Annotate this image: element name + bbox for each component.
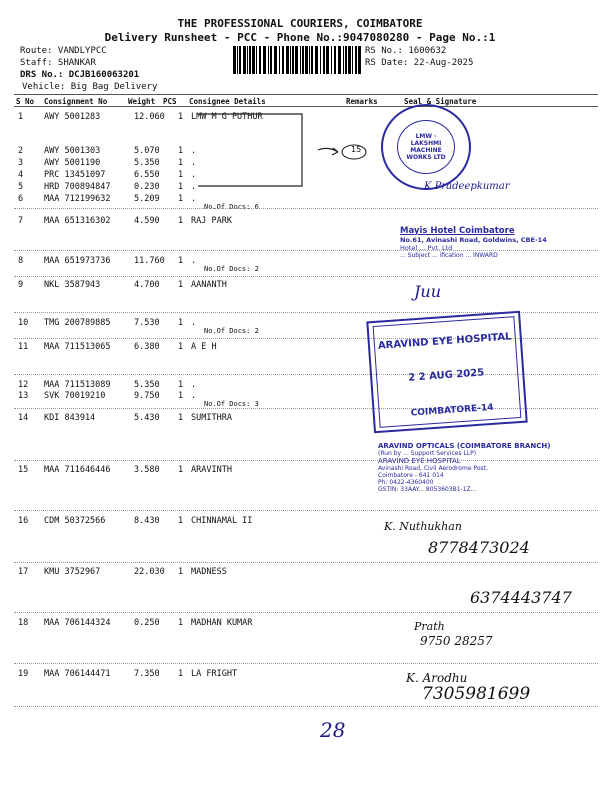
row-pcs: 1 xyxy=(178,182,184,192)
barcode-bar xyxy=(270,46,272,74)
barcode-bar xyxy=(315,46,318,74)
optical-line3: Coimbatore - 641 014 xyxy=(378,472,444,479)
barcode-bar xyxy=(345,46,347,74)
row-weight: 0.250 xyxy=(134,618,160,628)
row-consignment: MAA 706144471 xyxy=(44,669,111,679)
row-consignment: KMU 3752967 xyxy=(44,567,101,577)
row-pcs: 1 xyxy=(178,413,184,423)
rs-number: RS No.: 1600632 xyxy=(365,46,447,56)
row-weight: 7.350 xyxy=(134,669,160,679)
barcode-bar xyxy=(326,46,329,74)
row-pcs: 1 xyxy=(178,669,184,679)
row-separator xyxy=(14,612,598,613)
barcode-bar xyxy=(279,46,280,74)
aravind-stamp-city: COIMBATORE-14 xyxy=(410,402,494,419)
optical-sub: (Run by ... Support Services LLP) xyxy=(378,450,477,457)
row-consignee: AANANTH xyxy=(191,280,227,290)
barcode-bar xyxy=(348,46,351,74)
signature-row18: Prath xyxy=(414,620,445,633)
barcode-bar xyxy=(292,46,294,74)
barcode-bar xyxy=(352,46,353,74)
row-consignee: MADHAN KUMAR xyxy=(191,618,253,628)
row-separator xyxy=(14,208,598,209)
row-consignee: LMW M G PUTHUR xyxy=(191,112,263,122)
row-pcs: 1 xyxy=(178,146,184,156)
signature-row8: Juu xyxy=(414,282,442,301)
row-sno: 14 xyxy=(18,413,29,423)
row-pcs: 1 xyxy=(178,318,184,328)
row-consignee: RAJ PARK xyxy=(191,216,232,226)
route-label: Route: VANDLYPCC xyxy=(20,46,107,56)
row-consignee: LA FRIGHT xyxy=(191,669,238,679)
row-consignment: SVK 70019210 xyxy=(44,391,106,401)
barcode-bar xyxy=(247,46,248,74)
row-consignee: . xyxy=(191,194,197,204)
row-consignment: CDM 50372566 xyxy=(44,516,106,526)
row-consignee: . xyxy=(191,182,197,192)
row-weight: 5.350 xyxy=(134,158,160,168)
row-pcs: 1 xyxy=(178,256,184,266)
row-pcs: 1 xyxy=(178,567,184,577)
phone-row19: 7305981699 xyxy=(422,684,531,704)
row-sno: 9 xyxy=(18,280,24,290)
hotel-stamp-address: No.61, Avinashi Road, Goldwins, CBE-14 xyxy=(400,236,547,244)
row-sno: 4 xyxy=(18,170,24,180)
hotel-stamp-name: Mayis Hotel Coimbatore xyxy=(400,226,515,236)
row-separator xyxy=(14,663,598,664)
phone-row18: 9750 28257 xyxy=(420,634,493,648)
row-pcs: 1 xyxy=(178,465,184,475)
barcode-bar xyxy=(302,46,304,74)
header-top-rule xyxy=(14,94,598,95)
row-weight: 5.070 xyxy=(134,146,160,156)
row-weight: 4.590 xyxy=(134,216,160,226)
row-consignee: . xyxy=(191,318,197,328)
row-sno: 18 xyxy=(18,618,29,628)
aravind-stamp-title: ARAVIND EYE HOSPITAL xyxy=(377,331,512,352)
col-consignment: Consignment No xyxy=(44,97,108,106)
barcode-bar xyxy=(263,46,266,74)
row-weight: 4.700 xyxy=(134,280,160,290)
optical-line4: Ph: 0422-4360400 xyxy=(378,479,434,486)
barcode-bar xyxy=(343,46,344,74)
row-weight: 6.380 xyxy=(134,342,160,352)
row-sno: 15 xyxy=(18,465,29,475)
signature-row6: K Pradeepkumar xyxy=(424,181,510,192)
barcode-bar xyxy=(282,46,284,74)
hotel-stamp xyxy=(400,226,550,259)
barcode xyxy=(233,46,361,74)
row-consignee: . xyxy=(191,158,197,168)
row-doc-count: No.Of Docs: 6 xyxy=(204,203,259,211)
barcode-bar xyxy=(309,46,310,74)
hotel-stamp-sub: Hotel ... Pvt. Ltd xyxy=(400,244,453,252)
row-sno: 12 xyxy=(18,380,29,390)
row-consignment: MAA 651973736 xyxy=(44,256,111,266)
row-pcs: 1 xyxy=(178,170,184,180)
barcode-bar xyxy=(331,46,332,74)
row-consignee: . xyxy=(191,170,197,180)
barcode-bar xyxy=(320,46,321,74)
barcode-bar xyxy=(243,46,246,74)
row-weight: 5.430 xyxy=(134,413,160,423)
row-consignment: AWY 5001303 xyxy=(44,146,101,156)
row-sno: 17 xyxy=(18,567,29,577)
row-pcs: 1 xyxy=(178,618,184,628)
barcode-bar xyxy=(268,46,269,74)
row-pcs: 1 xyxy=(178,112,184,122)
row-pcs: 1 xyxy=(178,194,184,204)
row-doc-count: No.Of Docs: 2 xyxy=(204,265,259,273)
lmw-stamp-inner xyxy=(397,120,455,174)
row-weight: 3.580 xyxy=(134,465,160,475)
optical-line5: GSTIN: 33AAY... 8053603B1-1Z... xyxy=(378,486,477,493)
row-doc-count: No.Of Docs: 2 xyxy=(204,327,259,335)
row-consignee: . xyxy=(191,391,197,401)
row-sno: 2 xyxy=(18,146,24,156)
barcode-bar xyxy=(295,46,298,74)
row-pcs: 1 xyxy=(178,391,184,401)
col-seal: Seal & Signature xyxy=(404,97,477,106)
barcode-bar xyxy=(233,46,236,74)
row-sno: 8 xyxy=(18,256,24,266)
barcode-bar xyxy=(256,46,257,74)
vehicle-label: Vehicle: Big Bag Delivery xyxy=(22,82,158,92)
row-weight: 9.750 xyxy=(134,391,160,401)
row-consignment: AWY 5001283 xyxy=(44,112,101,122)
row-doc-count: No.Of Docs: 3 xyxy=(204,400,259,408)
row-pcs: 1 xyxy=(178,280,184,290)
row-pcs: 1 xyxy=(178,516,184,526)
row-pcs: 1 xyxy=(178,342,184,352)
row-consignee: CHINNAMAL II xyxy=(191,516,253,526)
row-consignment: MAA 711513065 xyxy=(44,342,111,352)
row-consignment: MAA 706144324 xyxy=(44,618,111,628)
barcode-bar xyxy=(338,46,341,74)
col-remarks: Remarks xyxy=(346,97,378,106)
phone-row16: 8778473024 xyxy=(428,538,530,557)
hotel-stamp-note: ... Subject ... ification ... INWARD xyxy=(400,252,498,259)
row-weight: 5.209 xyxy=(134,194,160,204)
row-sno: 3 xyxy=(18,158,24,168)
lmw-round-stamp xyxy=(381,104,471,190)
optical-line2: Avinashi Road, Civil Aerodrome Post, xyxy=(378,465,488,472)
col-consignee: Consignee Details xyxy=(189,97,266,106)
barcode-graphic xyxy=(233,46,361,74)
barcode-bar xyxy=(274,46,277,74)
row-consignment: NKL 3587943 xyxy=(44,280,101,290)
lmw-stamp-text: LMW · LAKSHMI MACHINE WORKS LTD xyxy=(406,133,446,161)
optical-title: ARAVIND OPTICALS (COIMBATORE BRANCH) xyxy=(378,442,551,450)
row-sno: 7 xyxy=(18,216,24,226)
barcode-bar xyxy=(323,46,325,74)
row-separator xyxy=(14,562,598,563)
row-sno: 19 xyxy=(18,669,29,679)
row-separator xyxy=(14,276,598,277)
aravind-stamp-date: 2 2 AUG 2025 xyxy=(407,367,485,384)
row-weight: 5.350 xyxy=(134,380,160,390)
barcode-bar xyxy=(259,46,261,74)
signature-row16: K. Nuthukhan xyxy=(384,520,462,533)
row-sno: 13 xyxy=(18,391,29,401)
row-pcs: 1 xyxy=(178,380,184,390)
row-weight: 6.550 xyxy=(134,170,160,180)
row-consignee: . xyxy=(191,380,197,390)
aravind-hospital-stamp xyxy=(366,311,527,433)
row-consignee: . xyxy=(191,256,197,266)
row-consignee: MADNESS xyxy=(191,567,227,577)
runsheet-subtitle: Delivery Runsheet - PCC - Phone No.:9047080280 - Page No.:1 xyxy=(104,31,496,44)
col-sno: S No xyxy=(16,97,35,106)
row-weight: 7.530 xyxy=(134,318,160,328)
barcode-bar xyxy=(300,46,301,74)
row-separator xyxy=(14,510,598,511)
row-consignment: PRC 13451097 xyxy=(44,170,106,180)
drs-label: DRS No.: DCJB160063201 xyxy=(20,70,140,80)
barcode-bar xyxy=(311,46,313,74)
row-consignment: MAA 711513089 xyxy=(44,380,111,390)
row-sno: 5 xyxy=(18,182,24,192)
circled-note: 15 xyxy=(351,145,362,154)
row-consignee: SUMITHRA xyxy=(191,413,232,423)
rs-date: RS Date: 22-Aug-2025 xyxy=(365,58,474,68)
row-sno: 1 xyxy=(18,112,24,122)
staff-label: Staff: SHANKAR xyxy=(20,58,96,68)
row-sno: 10 xyxy=(18,318,29,328)
company-title: THE PROFESSIONAL COURIERS, COIMBATORE xyxy=(177,17,423,30)
row-sno: 16 xyxy=(18,516,29,526)
row-pcs: 1 xyxy=(178,216,184,226)
row-consignment: MAA 651316302 xyxy=(44,216,111,226)
barcode-bar xyxy=(237,46,238,74)
row-consignment: MAA 712199632 xyxy=(44,194,111,204)
row-consignment: AWY 5001190 xyxy=(44,158,101,168)
col-weight: Weight xyxy=(128,97,156,106)
row-consignment: HRD 700894847 xyxy=(44,182,111,192)
barcode-bar xyxy=(334,46,336,74)
row-weight: 8.430 xyxy=(134,516,160,526)
row-weight: 12.060 xyxy=(134,112,165,122)
barcode-bar xyxy=(249,46,251,74)
row-pcs: 1 xyxy=(178,158,184,168)
optical-line1: ARAVIND EYE HOSPITAL xyxy=(378,457,461,465)
signature-row19: K. Arodhu xyxy=(406,671,468,685)
barcode-bar xyxy=(358,46,361,74)
col-pcs: PCS xyxy=(163,97,177,106)
row-weight: 22.030 xyxy=(134,567,165,577)
row-separator xyxy=(14,706,598,707)
barcode-bar xyxy=(239,46,241,74)
row-weight: 0.230 xyxy=(134,182,160,192)
row-weight: 11.760 xyxy=(134,256,165,266)
barcode-bar xyxy=(355,46,357,74)
row-sno: 11 xyxy=(18,342,29,352)
row-consignee: . xyxy=(191,146,197,156)
barcode-bar xyxy=(286,46,289,74)
barcode-bar xyxy=(290,46,291,74)
barcode-bar xyxy=(305,46,308,74)
row-consignee: A E H xyxy=(191,342,217,352)
footer-handwritten-count: 28 xyxy=(320,718,346,742)
aravind-opticals-stamp xyxy=(378,442,550,493)
header-bottom-rule xyxy=(14,106,598,107)
row-consignee: ARAVINTH xyxy=(191,465,232,475)
barcode-bar xyxy=(252,46,255,74)
row-consignment: MAA 711646446 xyxy=(44,465,111,475)
row-consignment: TMG 200789885 xyxy=(44,318,111,328)
row-sno: 6 xyxy=(18,194,24,204)
row-consignment: KDI 843914 xyxy=(44,413,96,423)
phone-row17: 6374443747 xyxy=(470,588,572,607)
